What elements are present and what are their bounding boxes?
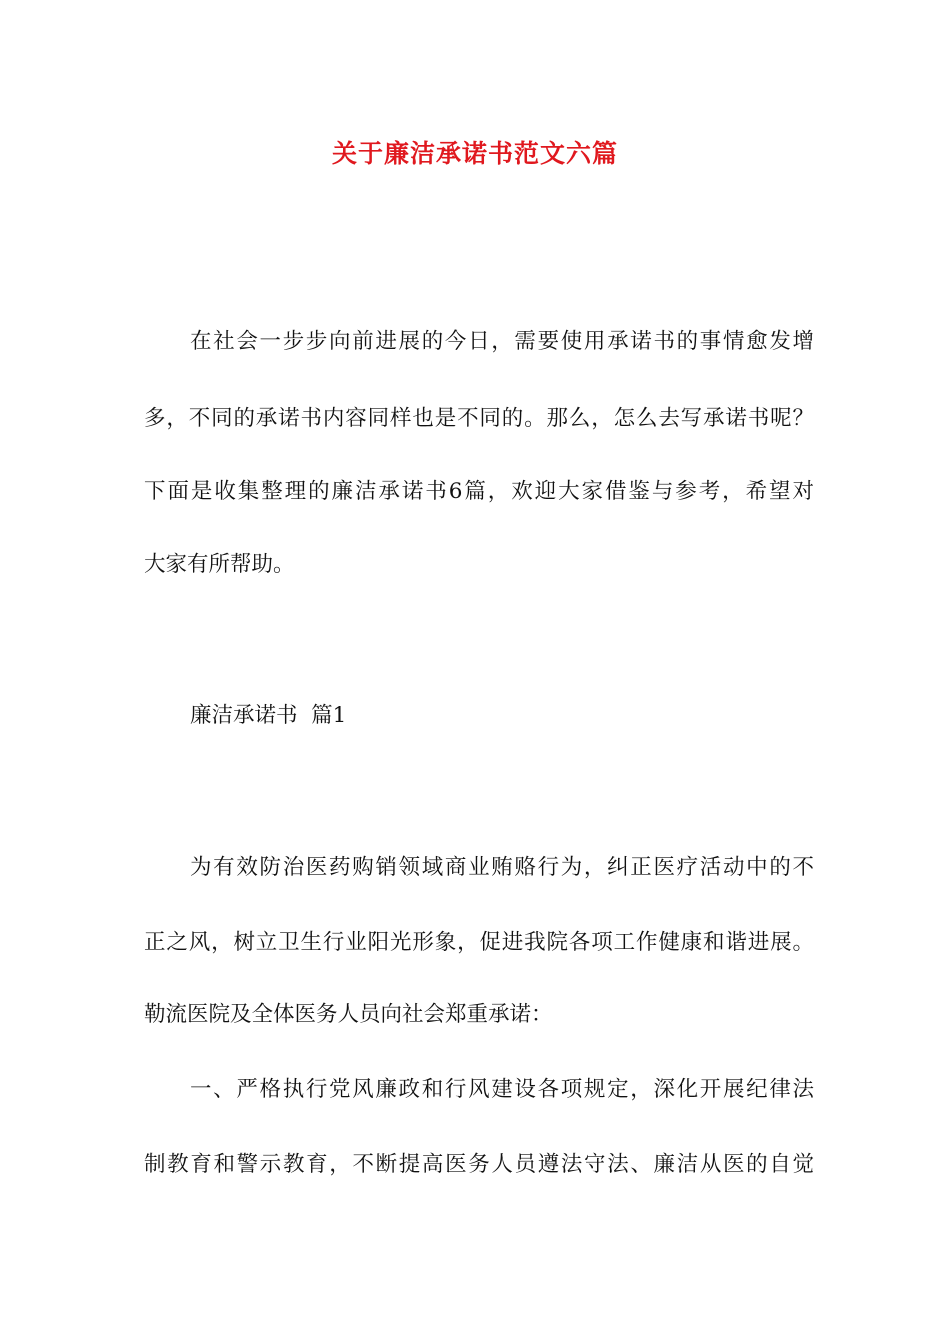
intro-line-2: 多，不同的承诺书内容同样也是不同的。那么，怎么去写承诺书呢？ [144,406,814,431]
intro-line-1: 在社会一步步向前进展的今日，需要使用承诺书的事情愈发增 [190,329,814,354]
paragraph1-line-1: 为有效防治医药购销领域商业贿赂行为，纠正医疗活动中的不 [190,855,814,880]
intro-line-3: 下面是收集整理的廉洁承诺书6篇，欢迎大家借鉴与参考，希望对 [144,479,814,504]
document-title: 关于廉洁承诺书范文六篇 [331,139,618,168]
paragraph1-line-2: 正之风，树立卫生行业阳光形象，促进我院各项工作健康和谐进展。 [144,930,814,955]
section-heading: 廉洁承诺书 篇1 [190,703,347,728]
intro-line-4: 大家有所帮助。 [144,552,295,577]
paragraph1-line-3: 勒流医院及全体医务人员向社会郑重承诺： [144,1002,553,1027]
paragraph2-line-1: 一、严格执行党风廉政和行风建设各项规定，深化开展纪律法 [190,1077,814,1102]
paragraph2-line-2: 制教育和警示教育，不断提高医务人员遵法守法、廉洁从医的自觉 [144,1152,814,1177]
